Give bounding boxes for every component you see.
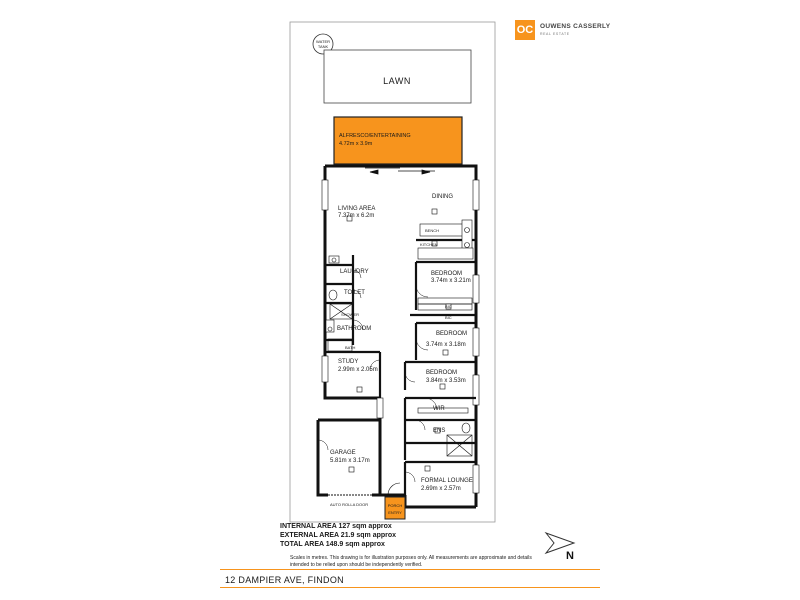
shower-label: SHOWER — [341, 312, 359, 317]
total-area: TOTAL AREA 148.9 sqm approx — [280, 541, 385, 548]
bic1-label: BIC — [445, 304, 452, 309]
bedroom2-label: BEDROOM — [436, 331, 468, 337]
external-area: EXTERNAL AREA 21.9 sqm approx — [280, 532, 397, 539]
brand-name: OUWENS CASSERLY — [540, 23, 611, 30]
brand-logo — [515, 20, 625, 42]
living-dims: 7.37m x 6.2m — [338, 213, 375, 219]
garage-label: GARAGE — [330, 450, 356, 456]
alfresco-dims: 4.72m x 3.9m — [339, 141, 373, 147]
laundry-label: LAUNDRY — [340, 269, 369, 275]
bath-label: BATH — [345, 345, 356, 350]
property-address: 12 DAMPIER AVE, FINDON — [225, 575, 344, 585]
bedroom2-dims: 3.74m x 3.18m — [426, 342, 466, 348]
disclaimer: Scales in metres. This drawing is for illustration purposes only. All measurements are approximate and details intended to be relied upon should be independently verified. — [290, 555, 532, 568]
brand-sub: REAL ESTATE — [540, 32, 570, 36]
sliding-door — [365, 168, 435, 174]
area-summary — [280, 522, 396, 549]
bedroom1-dims: 3.74m x 3.21m — [431, 278, 471, 284]
divider-top — [220, 569, 600, 570]
bench-label: BENCH — [425, 228, 440, 233]
kitchen-label: KITCHEN — [420, 242, 438, 247]
porch — [385, 497, 405, 519]
lounge-dims: 2.69m x 2.57m — [421, 486, 461, 492]
bathroom-label: BATHROOM — [337, 326, 372, 332]
study-dims: 2.99m x 2.05m — [338, 367, 378, 373]
alfresco-label: ALFRESCO/ENTERTAINING — [339, 133, 411, 139]
bedroom1-label: BEDROOM — [431, 271, 463, 277]
garage-dims: 5.81m x 3.17m — [330, 458, 370, 464]
divider-bottom — [220, 587, 600, 588]
porch-sub: ENTRY — [388, 510, 402, 515]
bic2-label: BIC — [445, 315, 452, 320]
dining-label: DINING — [432, 194, 453, 200]
bedroom3-label: BEDROOM — [426, 370, 458, 376]
water-tank-label-2: TANK — [317, 44, 329, 49]
water-tank-label-1: WATER — [316, 39, 330, 44]
wir-label: WIR — [433, 406, 445, 412]
lawn-label: LAWN — [383, 76, 411, 86]
front-door — [388, 483, 400, 495]
roller-door-label: AUTO ROLLA DOOR — [330, 502, 369, 507]
toilet-label: TOILET — [344, 290, 365, 296]
internal-area: INTERNAL AREA 127 sqm approx — [280, 523, 392, 530]
lounge-label: FORMAL LOUNGE — [421, 478, 473, 484]
brand-mark: OC — [515, 20, 535, 40]
porch-label: PORCH — [387, 503, 403, 508]
ens-label: ENS — [433, 428, 446, 434]
living-label: LIVING AREA — [338, 206, 376, 212]
north-label: N — [566, 550, 574, 562]
bedroom3-dims: 3.84m x 3.53m — [426, 378, 466, 384]
study-label: STUDY — [338, 359, 359, 365]
